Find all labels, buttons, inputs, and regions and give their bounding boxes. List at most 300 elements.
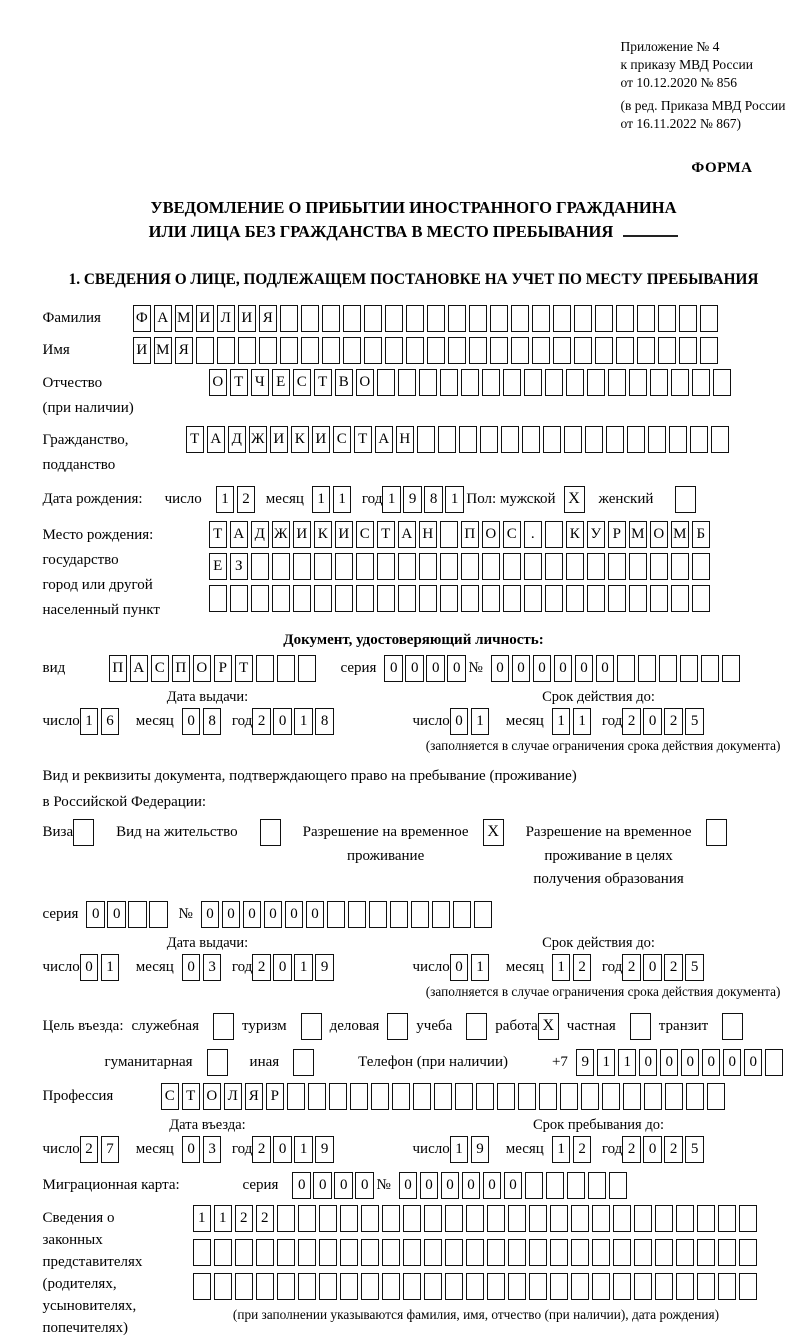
- char-cell[interactable]: [690, 426, 709, 453]
- char-cell[interactable]: [403, 1239, 422, 1266]
- char-cell[interactable]: [482, 553, 501, 580]
- char-cell[interactable]: [739, 1239, 758, 1266]
- char-cell[interactable]: 0: [399, 1172, 418, 1199]
- char-cell[interactable]: 2: [256, 1205, 275, 1232]
- char-cell[interactable]: [707, 1083, 726, 1110]
- char-cell[interactable]: [424, 1205, 443, 1232]
- char-cell[interactable]: 0: [450, 954, 469, 981]
- char-cell[interactable]: [655, 1273, 674, 1300]
- char-cell[interactable]: [277, 1205, 296, 1232]
- char-cell[interactable]: 0: [182, 708, 201, 735]
- char-cell[interactable]: Р: [608, 521, 627, 548]
- char-cell[interactable]: 1: [214, 1205, 233, 1232]
- char-cell[interactable]: И: [270, 426, 289, 453]
- char-cell[interactable]: [385, 337, 404, 364]
- char-cell[interactable]: 0: [462, 1172, 481, 1199]
- char-cell[interactable]: 0: [491, 655, 510, 682]
- edu-residence-permit-checkbox[interactable]: [706, 819, 727, 846]
- char-cell[interactable]: 2: [664, 708, 683, 735]
- char-cell[interactable]: [587, 369, 606, 396]
- char-cell[interactable]: [616, 305, 635, 332]
- purpose-work-checkbox[interactable]: X: [538, 1013, 559, 1040]
- char-cell[interactable]: [532, 305, 551, 332]
- char-cell[interactable]: [508, 1239, 527, 1266]
- char-cell[interactable]: [298, 1205, 317, 1232]
- char-cell[interactable]: [445, 1205, 464, 1232]
- char-cell[interactable]: 0: [285, 901, 304, 928]
- char-cell[interactable]: 2: [622, 954, 641, 981]
- char-cell[interactable]: [287, 1083, 306, 1110]
- char-cell[interactable]: [382, 1273, 401, 1300]
- char-cell[interactable]: [553, 337, 572, 364]
- char-cell[interactable]: [466, 1205, 485, 1232]
- char-cell[interactable]: 3: [203, 954, 222, 981]
- char-cell[interactable]: К: [314, 521, 333, 548]
- char-cell[interactable]: Т: [182, 1083, 201, 1110]
- char-cell[interactable]: А: [130, 655, 149, 682]
- char-cell[interactable]: [340, 1273, 359, 1300]
- char-cell[interactable]: 0: [681, 1049, 700, 1076]
- char-cell[interactable]: [658, 305, 677, 332]
- char-cell[interactable]: 0: [273, 954, 292, 981]
- char-cell[interactable]: 0: [107, 901, 126, 928]
- char-cell[interactable]: 0: [80, 954, 99, 981]
- char-cell[interactable]: [448, 337, 467, 364]
- char-cell[interactable]: 0: [450, 708, 469, 735]
- char-cell[interactable]: И: [335, 521, 354, 548]
- char-cell[interactable]: [546, 1172, 565, 1199]
- char-cell[interactable]: [739, 1205, 758, 1232]
- char-cell[interactable]: Б: [692, 521, 711, 548]
- char-cell[interactable]: 1: [573, 708, 592, 735]
- char-cell[interactable]: С: [151, 655, 170, 682]
- char-cell[interactable]: 0: [306, 901, 325, 928]
- char-cell[interactable]: Т: [186, 426, 205, 453]
- char-cell[interactable]: С: [161, 1083, 180, 1110]
- char-cell[interactable]: [529, 1239, 548, 1266]
- purpose-business-checkbox[interactable]: [387, 1013, 408, 1040]
- char-cell[interactable]: Т: [354, 426, 373, 453]
- char-cell[interactable]: [655, 1239, 674, 1266]
- char-cell[interactable]: [314, 553, 333, 580]
- char-cell[interactable]: 0: [441, 1172, 460, 1199]
- char-cell[interactable]: [440, 553, 459, 580]
- char-cell[interactable]: [251, 553, 270, 580]
- char-cell[interactable]: [658, 337, 677, 364]
- char-cell[interactable]: 0: [504, 1172, 523, 1199]
- char-cell[interactable]: [718, 1273, 737, 1300]
- char-cell[interactable]: 0: [355, 1172, 374, 1199]
- char-cell[interactable]: [567, 1172, 586, 1199]
- char-cell[interactable]: [230, 585, 249, 612]
- char-cell[interactable]: [560, 1083, 579, 1110]
- char-cell[interactable]: 1: [294, 708, 313, 735]
- char-cell[interactable]: [480, 426, 499, 453]
- char-cell[interactable]: 9: [315, 954, 334, 981]
- char-cell[interactable]: [340, 1205, 359, 1232]
- char-cell[interactable]: 1: [216, 486, 235, 513]
- char-cell[interactable]: 0: [643, 1136, 662, 1163]
- char-cell[interactable]: [613, 1273, 632, 1300]
- char-cell[interactable]: 1: [294, 954, 313, 981]
- char-cell[interactable]: 1: [552, 1136, 571, 1163]
- char-cell[interactable]: [629, 369, 648, 396]
- char-cell[interactable]: [382, 1239, 401, 1266]
- char-cell[interactable]: [369, 901, 388, 928]
- char-cell[interactable]: [669, 426, 688, 453]
- char-cell[interactable]: [571, 1273, 590, 1300]
- char-cell[interactable]: Е: [272, 369, 291, 396]
- char-cell[interactable]: 0: [384, 655, 403, 682]
- char-cell[interactable]: 1: [597, 1049, 616, 1076]
- char-cell[interactable]: 1: [471, 708, 490, 735]
- char-cell[interactable]: [616, 337, 635, 364]
- char-cell[interactable]: [419, 585, 438, 612]
- char-cell[interactable]: [564, 426, 583, 453]
- char-cell[interactable]: 0: [273, 1136, 292, 1163]
- char-cell[interactable]: [390, 901, 409, 928]
- char-cell[interactable]: [235, 1239, 254, 1266]
- char-cell[interactable]: [634, 1239, 653, 1266]
- char-cell[interactable]: 8: [203, 708, 222, 735]
- char-cell[interactable]: [508, 1205, 527, 1232]
- char-cell[interactable]: [686, 1083, 705, 1110]
- char-cell[interactable]: [424, 1239, 443, 1266]
- char-cell[interactable]: [445, 1239, 464, 1266]
- char-cell[interactable]: [592, 1239, 611, 1266]
- char-cell[interactable]: Н: [396, 426, 415, 453]
- char-cell[interactable]: Т: [230, 369, 249, 396]
- char-cell[interactable]: Д: [251, 521, 270, 548]
- char-cell[interactable]: [503, 369, 522, 396]
- char-cell[interactable]: М: [154, 337, 173, 364]
- char-cell[interactable]: [718, 1205, 737, 1232]
- char-cell[interactable]: [671, 553, 690, 580]
- char-cell[interactable]: [411, 901, 430, 928]
- char-cell[interactable]: [256, 655, 275, 682]
- char-cell[interactable]: [377, 585, 396, 612]
- char-cell[interactable]: 8: [315, 708, 334, 735]
- char-cell[interactable]: [679, 337, 698, 364]
- char-cell[interactable]: [659, 655, 678, 682]
- char-cell[interactable]: 0: [483, 1172, 502, 1199]
- char-cell[interactable]: [385, 305, 404, 332]
- char-cell[interactable]: И: [293, 521, 312, 548]
- char-cell[interactable]: [592, 1273, 611, 1300]
- char-cell[interactable]: [272, 585, 291, 612]
- char-cell[interactable]: [700, 305, 719, 332]
- char-cell[interactable]: К: [291, 426, 310, 453]
- char-cell[interactable]: [482, 585, 501, 612]
- char-cell[interactable]: 0: [643, 954, 662, 981]
- char-cell[interactable]: 2: [252, 708, 271, 735]
- char-cell[interactable]: 1: [618, 1049, 637, 1076]
- char-cell[interactable]: [149, 901, 168, 928]
- char-cell[interactable]: [617, 655, 636, 682]
- char-cell[interactable]: 0: [660, 1049, 679, 1076]
- char-cell[interactable]: 1: [312, 486, 331, 513]
- char-cell[interactable]: Т: [209, 521, 228, 548]
- char-cell[interactable]: [217, 337, 236, 364]
- char-cell[interactable]: [529, 1273, 548, 1300]
- char-cell[interactable]: [539, 1083, 558, 1110]
- char-cell[interactable]: 2: [664, 954, 683, 981]
- char-cell[interactable]: 0: [182, 954, 201, 981]
- char-cell[interactable]: [461, 369, 480, 396]
- char-cell[interactable]: [713, 369, 732, 396]
- char-cell[interactable]: Т: [377, 521, 396, 548]
- char-cell[interactable]: [440, 585, 459, 612]
- char-cell[interactable]: 9: [576, 1049, 595, 1076]
- char-cell[interactable]: [545, 585, 564, 612]
- char-cell[interactable]: [722, 655, 741, 682]
- char-cell[interactable]: [503, 585, 522, 612]
- char-cell[interactable]: [403, 1205, 422, 1232]
- char-cell[interactable]: [595, 337, 614, 364]
- char-cell[interactable]: 9: [315, 1136, 334, 1163]
- char-cell[interactable]: [455, 1083, 474, 1110]
- char-cell[interactable]: Ф: [133, 305, 152, 332]
- char-cell[interactable]: [524, 585, 543, 612]
- char-cell[interactable]: И: [238, 305, 257, 332]
- char-cell[interactable]: [406, 337, 425, 364]
- char-cell[interactable]: [293, 553, 312, 580]
- purpose-study-checkbox[interactable]: [466, 1013, 487, 1040]
- char-cell[interactable]: [335, 585, 354, 612]
- char-cell[interactable]: 0: [420, 1172, 439, 1199]
- char-cell[interactable]: 1: [101, 954, 120, 981]
- char-cell[interactable]: 0: [243, 901, 262, 928]
- char-cell[interactable]: А: [207, 426, 226, 453]
- char-cell[interactable]: 7: [101, 1136, 120, 1163]
- char-cell[interactable]: Т: [314, 369, 333, 396]
- char-cell[interactable]: [613, 1205, 632, 1232]
- char-cell[interactable]: 1: [193, 1205, 212, 1232]
- char-cell[interactable]: [487, 1273, 506, 1300]
- char-cell[interactable]: [490, 305, 509, 332]
- char-cell[interactable]: И: [312, 426, 331, 453]
- char-cell[interactable]: [697, 1205, 716, 1232]
- char-cell[interactable]: [128, 901, 147, 928]
- char-cell[interactable]: О: [650, 521, 669, 548]
- char-cell[interactable]: [497, 1083, 516, 1110]
- char-cell[interactable]: О: [356, 369, 375, 396]
- char-cell[interactable]: [209, 585, 228, 612]
- char-cell[interactable]: [644, 1083, 663, 1110]
- char-cell[interactable]: 5: [685, 954, 704, 981]
- char-cell[interactable]: [606, 426, 625, 453]
- char-cell[interactable]: А: [398, 521, 417, 548]
- char-cell[interactable]: [545, 521, 564, 548]
- char-cell[interactable]: [361, 1205, 380, 1232]
- char-cell[interactable]: [406, 305, 425, 332]
- char-cell[interactable]: [193, 1239, 212, 1266]
- char-cell[interactable]: [214, 1273, 233, 1300]
- char-cell[interactable]: 1: [294, 1136, 313, 1163]
- char-cell[interactable]: 2: [252, 954, 271, 981]
- char-cell[interactable]: М: [671, 521, 690, 548]
- char-cell[interactable]: [392, 1083, 411, 1110]
- char-cell[interactable]: [419, 369, 438, 396]
- char-cell[interactable]: 0: [264, 901, 283, 928]
- char-cell[interactable]: [585, 426, 604, 453]
- char-cell[interactable]: [503, 553, 522, 580]
- char-cell[interactable]: [692, 553, 711, 580]
- char-cell[interactable]: [655, 1205, 674, 1232]
- char-cell[interactable]: 2: [235, 1205, 254, 1232]
- char-cell[interactable]: [335, 553, 354, 580]
- char-cell[interactable]: 0: [575, 655, 594, 682]
- char-cell[interactable]: [608, 553, 627, 580]
- char-cell[interactable]: [314, 585, 333, 612]
- char-cell[interactable]: [697, 1239, 716, 1266]
- char-cell[interactable]: Я: [175, 337, 194, 364]
- char-cell[interactable]: П: [109, 655, 128, 682]
- char-cell[interactable]: [419, 553, 438, 580]
- char-cell[interactable]: П: [172, 655, 191, 682]
- char-cell[interactable]: 0: [639, 1049, 658, 1076]
- char-cell[interactable]: [466, 1239, 485, 1266]
- char-cell[interactable]: [432, 901, 451, 928]
- char-cell[interactable]: [298, 1273, 317, 1300]
- char-cell[interactable]: [629, 553, 648, 580]
- char-cell[interactable]: [623, 1083, 642, 1110]
- char-cell[interactable]: Р: [214, 655, 233, 682]
- char-cell[interactable]: [676, 1273, 695, 1300]
- char-cell[interactable]: [634, 1205, 653, 1232]
- char-cell[interactable]: [550, 1273, 569, 1300]
- char-cell[interactable]: [602, 1083, 621, 1110]
- char-cell[interactable]: [193, 1273, 212, 1300]
- char-cell[interactable]: [553, 305, 572, 332]
- char-cell[interactable]: 2: [252, 1136, 271, 1163]
- char-cell[interactable]: Н: [419, 521, 438, 548]
- char-cell[interactable]: В: [335, 369, 354, 396]
- char-cell[interactable]: 0: [405, 655, 424, 682]
- char-cell[interactable]: Т: [235, 655, 254, 682]
- char-cell[interactable]: 1: [552, 708, 571, 735]
- char-cell[interactable]: [277, 1239, 296, 1266]
- char-cell[interactable]: С: [356, 521, 375, 548]
- char-cell[interactable]: 3: [203, 1136, 222, 1163]
- char-cell[interactable]: О: [209, 369, 228, 396]
- char-cell[interactable]: 1: [445, 486, 464, 513]
- char-cell[interactable]: [680, 655, 699, 682]
- purpose-other-checkbox[interactable]: [293, 1049, 314, 1076]
- char-cell[interactable]: [322, 305, 341, 332]
- purpose-private-checkbox[interactable]: [630, 1013, 651, 1040]
- char-cell[interactable]: [532, 337, 551, 364]
- char-cell[interactable]: [434, 1083, 453, 1110]
- char-cell[interactable]: [671, 369, 690, 396]
- char-cell[interactable]: [676, 1239, 695, 1266]
- char-cell[interactable]: [638, 655, 657, 682]
- char-cell[interactable]: У: [587, 521, 606, 548]
- char-cell[interactable]: [574, 305, 593, 332]
- char-cell[interactable]: [571, 1239, 590, 1266]
- char-cell[interactable]: К: [566, 521, 585, 548]
- char-cell[interactable]: [566, 585, 585, 612]
- char-cell[interactable]: [487, 1239, 506, 1266]
- char-cell[interactable]: [343, 305, 362, 332]
- char-cell[interactable]: Ж: [272, 521, 291, 548]
- char-cell[interactable]: [277, 655, 296, 682]
- char-cell[interactable]: [361, 1273, 380, 1300]
- char-cell[interactable]: 0: [643, 708, 662, 735]
- char-cell[interactable]: 0: [334, 1172, 353, 1199]
- char-cell[interactable]: [671, 585, 690, 612]
- char-cell[interactable]: И: [133, 337, 152, 364]
- char-cell[interactable]: [413, 1083, 432, 1110]
- char-cell[interactable]: 1: [552, 954, 571, 981]
- char-cell[interactable]: [522, 426, 541, 453]
- char-cell[interactable]: Л: [224, 1083, 243, 1110]
- char-cell[interactable]: [476, 1083, 495, 1110]
- char-cell[interactable]: [322, 337, 341, 364]
- char-cell[interactable]: Я: [245, 1083, 264, 1110]
- char-cell[interactable]: [508, 1273, 527, 1300]
- char-cell[interactable]: [461, 553, 480, 580]
- char-cell[interactable]: [298, 1239, 317, 1266]
- residence-permit-checkbox[interactable]: [260, 819, 281, 846]
- char-cell[interactable]: .: [524, 521, 543, 548]
- char-cell[interactable]: [308, 1083, 327, 1110]
- char-cell[interactable]: [574, 337, 593, 364]
- char-cell[interactable]: [343, 337, 362, 364]
- char-cell[interactable]: Д: [228, 426, 247, 453]
- char-cell[interactable]: [718, 1239, 737, 1266]
- char-cell[interactable]: [595, 305, 614, 332]
- char-cell[interactable]: [453, 901, 472, 928]
- char-cell[interactable]: М: [175, 305, 194, 332]
- char-cell[interactable]: С: [503, 521, 522, 548]
- char-cell[interactable]: [438, 426, 457, 453]
- char-cell[interactable]: [566, 553, 585, 580]
- char-cell[interactable]: 9: [403, 486, 422, 513]
- char-cell[interactable]: [459, 426, 478, 453]
- char-cell[interactable]: [524, 553, 543, 580]
- char-cell[interactable]: [361, 1239, 380, 1266]
- char-cell[interactable]: [356, 553, 375, 580]
- char-cell[interactable]: [650, 369, 669, 396]
- char-cell[interactable]: [364, 337, 383, 364]
- char-cell[interactable]: Р: [266, 1083, 285, 1110]
- char-cell[interactable]: 0: [723, 1049, 742, 1076]
- char-cell[interactable]: [529, 1205, 548, 1232]
- char-cell[interactable]: [650, 585, 669, 612]
- char-cell[interactable]: [469, 305, 488, 332]
- char-cell[interactable]: О: [193, 655, 212, 682]
- char-cell[interactable]: [566, 369, 585, 396]
- char-cell[interactable]: [371, 1083, 390, 1110]
- char-cell[interactable]: [251, 585, 270, 612]
- char-cell[interactable]: [469, 337, 488, 364]
- char-cell[interactable]: [550, 1205, 569, 1232]
- sex-female-checkbox[interactable]: [675, 486, 696, 513]
- char-cell[interactable]: 1: [382, 486, 401, 513]
- char-cell[interactable]: [448, 305, 467, 332]
- char-cell[interactable]: [403, 1273, 422, 1300]
- char-cell[interactable]: О: [482, 521, 501, 548]
- char-cell[interactable]: [466, 1273, 485, 1300]
- char-cell[interactable]: [301, 305, 320, 332]
- char-cell[interactable]: З: [230, 553, 249, 580]
- char-cell[interactable]: 1: [471, 954, 490, 981]
- char-cell[interactable]: [609, 1172, 628, 1199]
- purpose-official-checkbox[interactable]: [213, 1013, 234, 1040]
- char-cell[interactable]: [648, 426, 667, 453]
- char-cell[interactable]: [543, 426, 562, 453]
